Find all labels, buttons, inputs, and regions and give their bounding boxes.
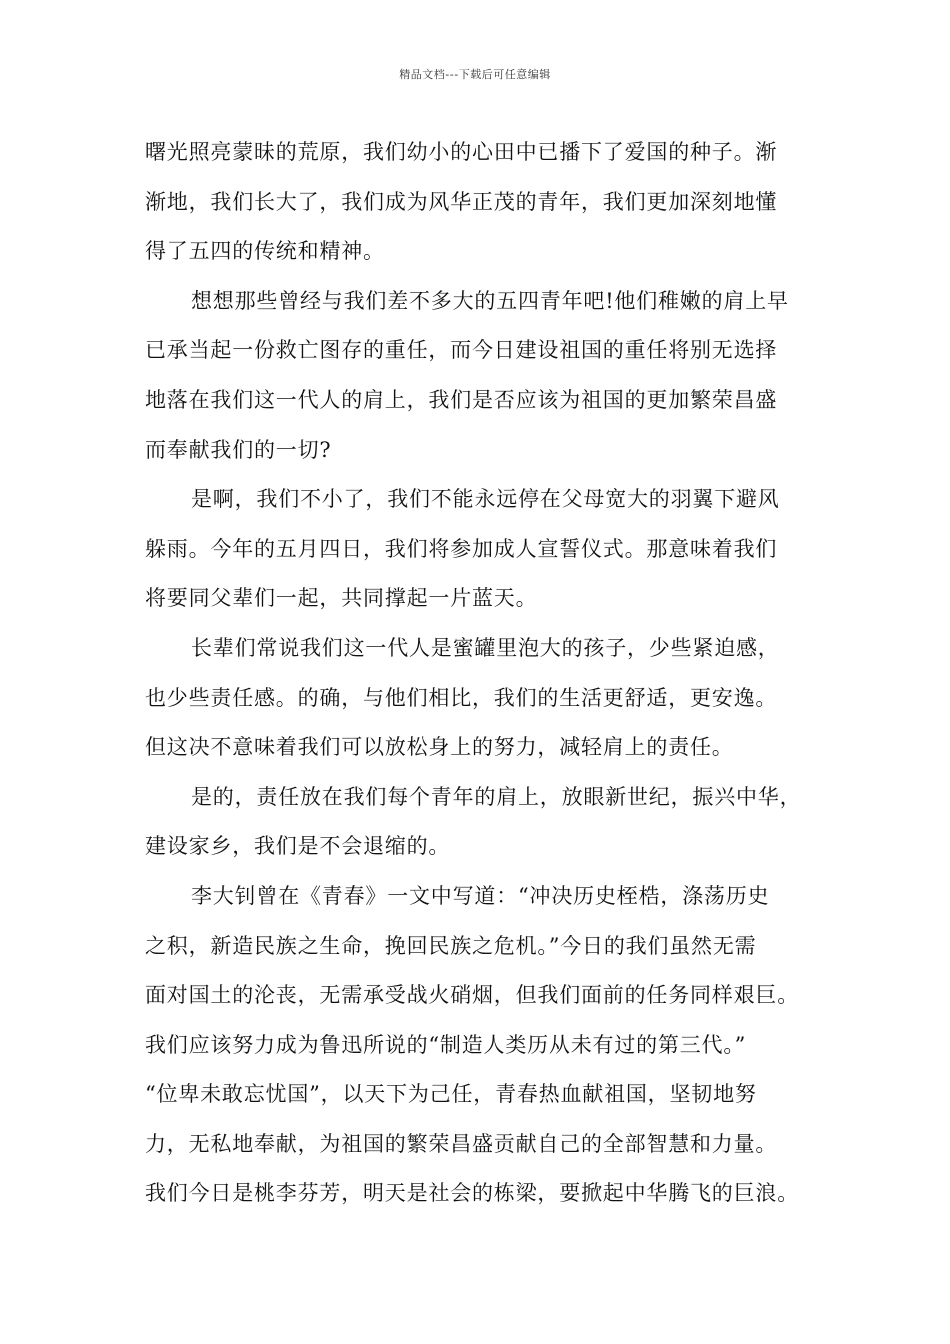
paragraph-first-line: 李大钊曾在《青春》一文中写道：“冲决历史桎梏，涤荡历史	[191, 883, 770, 908]
text-line: 但这决不意味着我们可以放松身上的努力，减轻肩上的责任。	[145, 735, 734, 760]
document-body	[145, 128, 810, 1219]
paragraph-first-line: 是的，责任放在我们每个青年的肩上，放眼新世纪，振兴中华，	[191, 784, 802, 809]
paragraph-first-line: 想想那些曾经与我们差不多大的五四青年吧!他们稚嫩的肩上早	[191, 288, 789, 313]
paragraph-first-line: 长辈们常说我们这一代人是蜜罐里泡大的孩子，少些紧迫感，	[191, 635, 780, 660]
paragraph-first-line: 是啊，我们不小了，我们不能永远停在父母宽大的羽翼下避风	[191, 487, 780, 512]
text-line: 之积，新造民族之生命，挽回民族之危机。”今日的我们虽然无需	[145, 933, 757, 958]
text-line: “位卑未敢忘忧国”，以天下为己任，青春热血献祖国，坚韧地努	[145, 1082, 757, 1107]
text-line: 建设家乡，我们是不会退缩的。	[145, 834, 451, 859]
text-line: 躲雨。今年的五月四日，我们将参加成人宣誓仪式。那意味着我们	[145, 536, 778, 561]
text-line: 我们今日是桃李芬芳，明天是社会的栋梁，要掀起中华腾飞的巨浪。	[145, 1181, 799, 1206]
text-line: 曙光照亮蒙昧的荒原，我们幼小的心田中已播下了爱国的种子。渐	[145, 140, 778, 164]
text-line: 将要同父辈们一起，共同撑起一片蓝天。	[145, 586, 538, 611]
text-line: 面对国土的沦丧，无需承受战火硝烟，但我们面前的任务同样艰巨。	[145, 983, 799, 1008]
text-line: 也少些责任感。的确，与他们相比，我们的生活更舒适，更安逸。	[145, 685, 778, 710]
text-line: 渐地，我们长大了，我们成为风华正茂的青年，我们更加深刻地懂	[145, 189, 778, 214]
page-header: 精品文档---下载后可任意编辑	[399, 68, 551, 81]
text-line: 而奉献我们的一切?	[145, 437, 332, 462]
text-line: 已承当起一份救亡图存的重任，而今日建设祖国的重任将别无选择	[145, 338, 778, 363]
text-line: 我们应该努力成为鲁迅所说的“制造人类历从未有过的第三代。”	[145, 1032, 747, 1057]
text-line: 力，无私地奉献，为祖国的繁荣昌盛贡献自己的全部智慧和力量。	[145, 1131, 778, 1156]
text-line: 得了五四的传统和精神。	[145, 239, 385, 264]
text-line: 地落在我们这一代人的肩上，我们是否应该为祖国的更加繁荣昌盛	[145, 387, 778, 412]
